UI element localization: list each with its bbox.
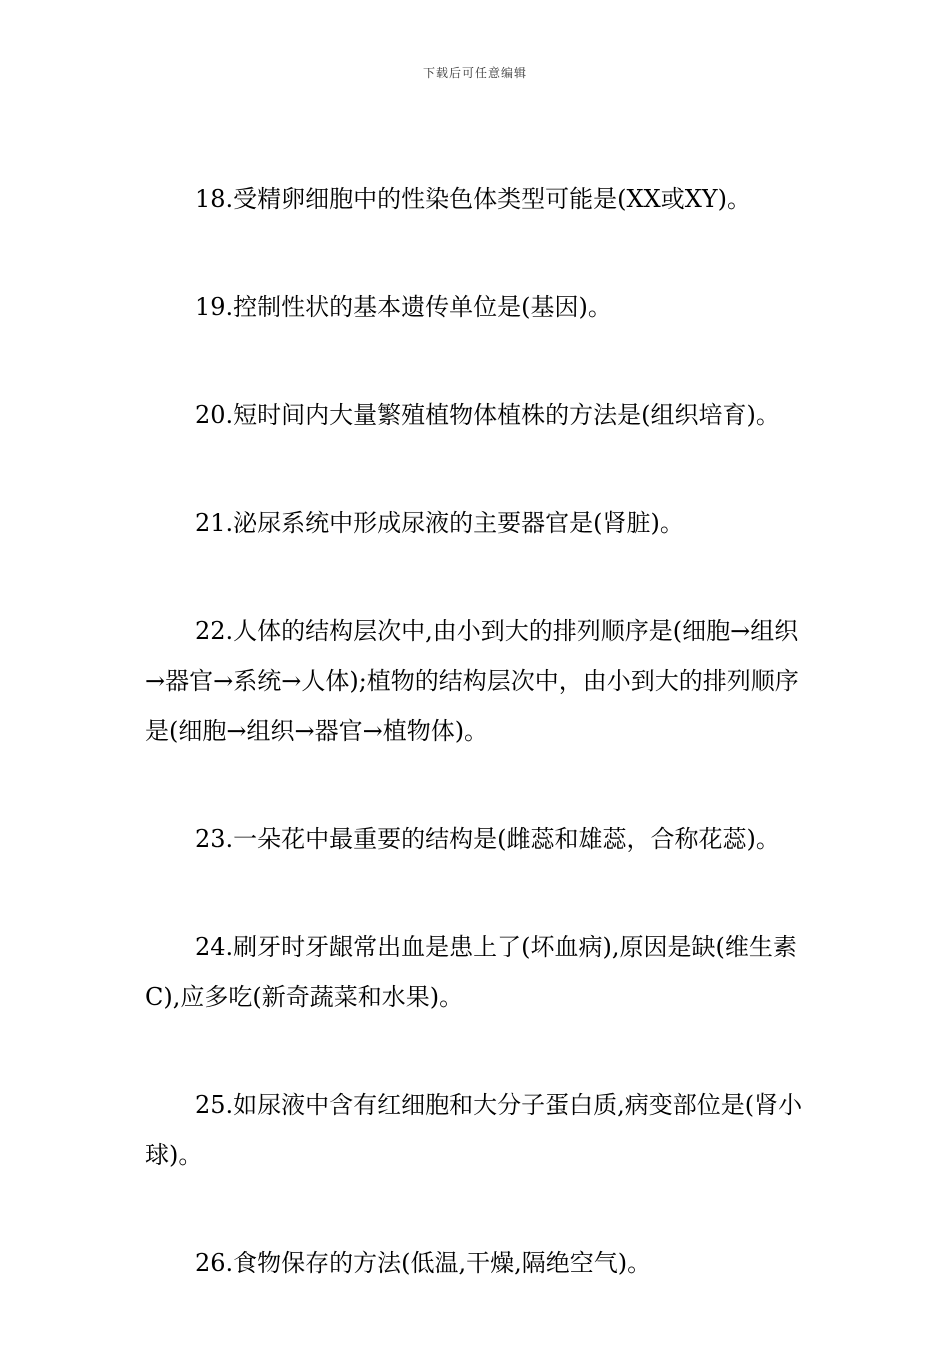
paragraph-24: 24.刷牙时牙龈常出血是患上了(坏血病),原因是缺(维生素C),应多吃(新奇蔬菜和水果)。: [145, 933, 797, 1011]
document-body: [145, 174, 810, 1346]
paragraph-21: 21.泌尿系统中形成尿液的主要器官是(肾脏)。: [195, 509, 684, 537]
paragraph-26: 26.食物保存的方法(低温,干燥,隔绝空气)。: [195, 1249, 652, 1277]
paragraph-18: 18.受精卵细胞中的性染色体类型可能是(XX或XY)。: [195, 185, 751, 213]
paragraph-25: 25.如尿液中含有红细胞和大分子蛋白质,病变部位是(肾小球)。: [145, 1091, 803, 1169]
page-header: 下载后可任意编辑: [422, 66, 527, 80]
paragraph-22: 22.人体的结构层次中,由小到大的排列顺序是(细胞→组织→器官→系统→人体);植物的结构层次中，由小到大的排列顺序是(细胞→组织→器官→植物体)。: [145, 617, 799, 745]
paragraph-19: 19.控制性状的基本遗传单位是(基因)。: [195, 293, 612, 321]
paragraph-23: 23.一朵花中最重要的结构是(雌蕊和雄蕊，合称花蕊)。: [195, 825, 780, 853]
paragraph-20: 20.短时间内大量繁殖植物体植株的方法是(组织培育)。: [195, 401, 780, 429]
